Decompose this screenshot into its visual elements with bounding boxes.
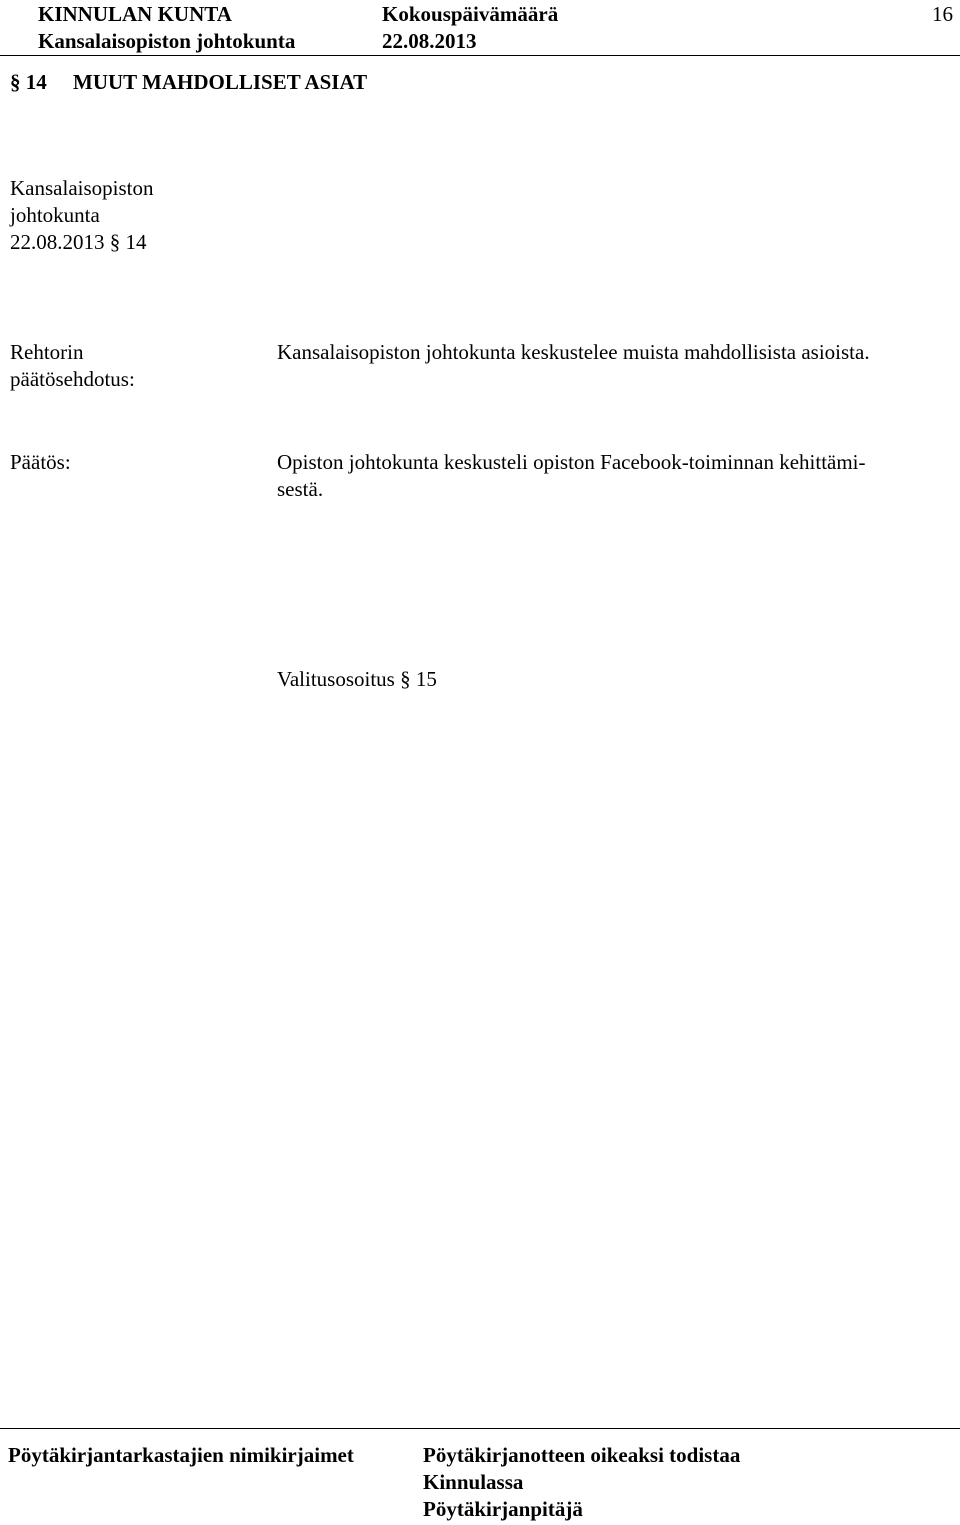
reference-line-3: 22.08.2013 § 14 [10,230,147,254]
decision-text-line-2: sestä. [277,477,324,501]
footer-rule [0,1428,960,1429]
section-title: § 14 MUUT MAHDOLLISET ASIAT [10,70,368,94]
proposal-label-line-1: Rehtorin [10,340,84,364]
proposal-text: Kansalaisopiston johtokunta keskustelee muista mahdollisista asioista. [277,340,870,364]
appeal-reference: Valitusosoitus § 15 [277,667,437,691]
header-rule [0,55,960,56]
meeting-date-label: Kokouspäivämäärä [382,2,559,26]
body-name: Kansalaisopiston johtokunta [38,29,296,53]
signatures-label: Pöytäkirjantarkastajien nimikirjaimet [8,1443,354,1467]
meeting-date: 22.08.2013 [382,29,477,53]
reference-line-1: Kansalaisopiston [10,176,154,200]
decision-text-line-1: Opiston johtokunta keskusteli opiston Facebook-toiminnan kehittämi- [277,450,866,474]
place-label: Kinnulassa [423,1470,524,1494]
reference-line-2: johtokunta [10,203,100,227]
certify-label: Pöytäkirjanotteen oikeaksi todistaa [423,1443,741,1467]
decision-label: Päätös: [10,450,71,474]
proposal-label-line-2: päätösehdotus: [10,367,135,391]
page-number: 16 [932,2,953,26]
keeper-label: Pöytäkirjanpitäjä [423,1497,583,1521]
municipality-name: KINNULAN KUNTA [38,2,232,26]
